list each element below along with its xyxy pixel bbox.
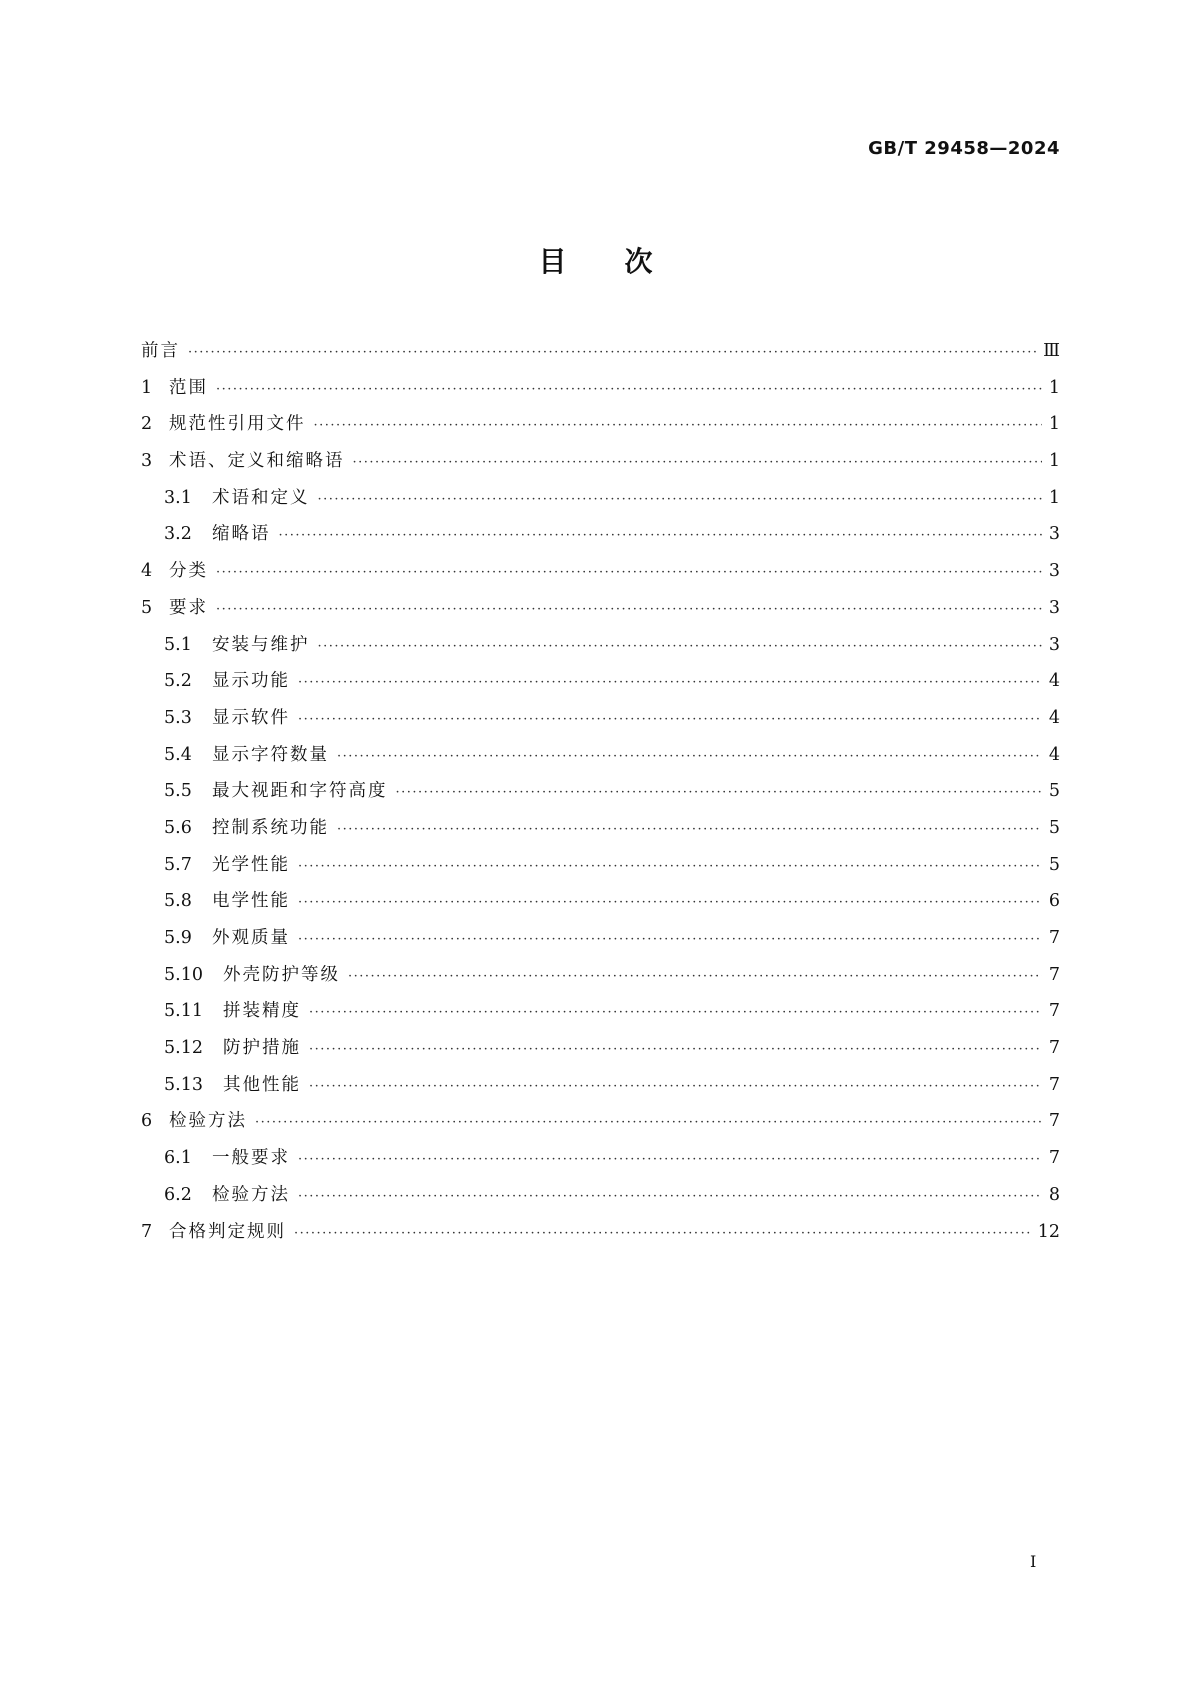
- toc-entry-number: 6.1: [164, 1148, 192, 1169]
- toc-entry-page: 4: [1048, 744, 1060, 765]
- toc-entry-page: 7: [1048, 1148, 1060, 1169]
- toc-entry-number: 5.1: [164, 634, 192, 655]
- leader-dots: [298, 859, 1042, 874]
- leader-dots: [216, 602, 1042, 617]
- toc-entry-number: 6: [141, 1111, 153, 1132]
- toc-entry-number: 3: [141, 451, 153, 472]
- toc-entry-page: 1: [1048, 451, 1060, 472]
- toc-entry-title: 规范性引用文件: [169, 414, 306, 435]
- toc-entry-page: 8: [1048, 1184, 1060, 1205]
- toc-entry-title: 外观质量: [212, 928, 290, 948]
- toc-entry-title: 控制系统功能: [212, 817, 329, 838]
- toc-entry-number: 5.4: [164, 744, 192, 765]
- toc-entry-title: 显示功能: [212, 671, 290, 692]
- leader-dots: [216, 382, 1042, 397]
- toc-entry-2[interactable]: [141, 410, 1060, 447]
- leader-dots: [298, 932, 1042, 947]
- toc-entry-page: 7: [1048, 1001, 1060, 1022]
- toc-entry-page: 3: [1048, 561, 1060, 582]
- leader-dots: [348, 969, 1042, 984]
- toc-entry-5-4[interactable]: [141, 741, 1060, 778]
- leader-dots: [298, 675, 1042, 690]
- toc-entry-5-13[interactable]: [141, 1071, 1060, 1108]
- toc-entry-title: 要求: [169, 597, 208, 618]
- toc-entry-page: 7: [1048, 964, 1060, 985]
- toc-entry-page: 7: [1048, 1111, 1060, 1132]
- toc-entry-page: 6: [1048, 891, 1060, 912]
- toc-entry-page: 1: [1048, 377, 1060, 398]
- toc-entry-page: 5: [1048, 854, 1060, 875]
- toc-entry-number: 5.11: [164, 1001, 203, 1022]
- toc-entry-title: 检验方法: [169, 1111, 247, 1132]
- toc-entry-number: 5.7: [164, 854, 192, 875]
- toc-entry-4[interactable]: [141, 557, 1060, 594]
- toc-entry-title: 前言: [141, 341, 180, 361]
- toc-entry-6-2[interactable]: [141, 1181, 1060, 1218]
- toc-entry-title: 显示字符数量: [212, 744, 329, 765]
- toc-entry-page: 1: [1048, 487, 1060, 508]
- toc-entry-title: 一般要求: [212, 1148, 290, 1169]
- toc-entry-title: 术语、定义和缩略语: [169, 451, 345, 472]
- leader-dots: [396, 785, 1043, 800]
- toc-entry-page: 7: [1048, 1038, 1060, 1059]
- leader-dots: [255, 1115, 1042, 1130]
- toc-entry-5-6[interactable]: [141, 814, 1060, 851]
- toc-entry-title: 显示软件: [212, 707, 290, 728]
- toc-entry-title: 电学性能: [212, 891, 290, 912]
- toc-entry-6-1[interactable]: [141, 1144, 1060, 1181]
- leader-dots: [188, 345, 1037, 360]
- toc-entry-title: 最大视距和字符高度: [212, 781, 388, 802]
- toc-entry-number: 6.2: [164, 1184, 192, 1205]
- toc-entry-title: 安装与维护: [212, 634, 310, 655]
- toc-entry-page: 7: [1048, 1074, 1060, 1095]
- toc-entry-5-9[interactable]: [141, 924, 1060, 961]
- toc-entry-5-1[interactable]: [141, 631, 1060, 668]
- leader-dots: [337, 822, 1042, 837]
- leader-dots: [298, 712, 1042, 727]
- toc-entry-1[interactable]: [141, 374, 1060, 411]
- leader-dots: [298, 1189, 1042, 1204]
- toc-entry-title: 拼装精度: [223, 1001, 301, 1022]
- toc-entry-5-10[interactable]: [141, 961, 1060, 998]
- toc-entry-number: 5.5: [164, 781, 192, 802]
- toc-entry-6[interactable]: [141, 1107, 1060, 1144]
- leader-dots: [353, 455, 1043, 470]
- toc-entry-3-1[interactable]: [141, 484, 1060, 521]
- toc-entry-number: 5.2: [164, 671, 192, 692]
- toc-entry-number: 5.13: [164, 1074, 203, 1095]
- toc-entry-7[interactable]: [141, 1218, 1060, 1255]
- leader-dots: [309, 1079, 1042, 1094]
- leader-dots: [294, 1226, 1032, 1241]
- toc-entry-5-8[interactable]: [141, 887, 1060, 924]
- leader-dots: [298, 895, 1042, 910]
- leader-dots: [309, 1005, 1042, 1020]
- toc-entry-5-2[interactable]: [141, 667, 1060, 704]
- toc-entry-5-11[interactable]: [141, 997, 1060, 1034]
- toc-entry-title: 外壳防护等级: [223, 964, 340, 985]
- leader-dots: [318, 639, 1043, 654]
- toc-entry-number: 7: [141, 1221, 153, 1242]
- toc-entry-number: 5.6: [164, 817, 192, 838]
- page-number: Ⅰ: [1030, 1552, 1037, 1571]
- toc-entry-title: 分类: [169, 561, 208, 582]
- toc-entry-title: 光学性能: [212, 854, 290, 875]
- toc-entry-title: 合格判定规则: [169, 1221, 286, 1242]
- toc-entry-page: 3: [1048, 634, 1060, 655]
- toc-entry-number: 5.10: [164, 964, 203, 985]
- toc-entry-page: 3: [1048, 524, 1060, 545]
- toc-entry-5-12[interactable]: [141, 1034, 1060, 1071]
- toc-entry-page: 4: [1048, 707, 1060, 728]
- leader-dots: [318, 492, 1043, 507]
- toc-entry-page: 12: [1037, 1221, 1060, 1242]
- toc-entry-foreword[interactable]: [141, 337, 1060, 374]
- toc-entry-page: Ⅲ: [1043, 341, 1060, 361]
- leader-dots: [279, 528, 1043, 543]
- toc-entry-title: 术语和定义: [212, 487, 310, 508]
- toc-entry-5-3[interactable]: [141, 704, 1060, 741]
- toc-entry-number: 3.2: [164, 524, 192, 545]
- toc-entry-title: 防护措施: [223, 1038, 301, 1059]
- toc-entry-number: 4: [141, 561, 153, 582]
- toc-entry-number: 5.9: [164, 928, 192, 948]
- toc-entry-number: 5: [141, 597, 153, 618]
- leader-dots: [337, 749, 1042, 764]
- toc-entry-page: 4: [1048, 671, 1060, 692]
- toc-entry-title: 检验方法: [212, 1184, 290, 1205]
- toc-entry-number: 1: [141, 377, 153, 398]
- toc-entry-5[interactable]: [141, 594, 1060, 631]
- toc-entry-title: 范围: [169, 377, 208, 398]
- toc-entry-5-5[interactable]: [141, 777, 1060, 814]
- toc-entry-number: 2: [141, 414, 153, 435]
- toc-entry-title: 其他性能: [223, 1074, 301, 1095]
- toc-entry-3-2[interactable]: [141, 520, 1060, 557]
- leader-dots: [314, 418, 1043, 433]
- leader-dots: [298, 1152, 1042, 1167]
- toc-entry-title: 缩略语: [212, 524, 271, 545]
- toc-entry-page: 3: [1048, 597, 1060, 618]
- toc-entry-number: 5.8: [164, 891, 192, 912]
- toc-title: 目次: [538, 245, 711, 278]
- toc-entry-number: 3.1: [164, 487, 192, 508]
- toc-entry-page: 1: [1048, 414, 1060, 435]
- leader-dots: [309, 1042, 1042, 1057]
- toc-entry-page: 5: [1048, 817, 1060, 838]
- table-of-contents: [141, 337, 1060, 1254]
- toc-entry-number: 5.3: [164, 707, 192, 728]
- standard-code: GB/T 29458—2024: [868, 138, 1060, 159]
- leader-dots: [216, 565, 1042, 580]
- toc-entry-5-7[interactable]: [141, 851, 1060, 888]
- toc-entry-number: 5.12: [164, 1038, 203, 1059]
- toc-entry-page: 5: [1048, 781, 1060, 802]
- toc-entry-3[interactable]: [141, 447, 1060, 484]
- toc-entry-page: 7: [1048, 928, 1060, 948]
